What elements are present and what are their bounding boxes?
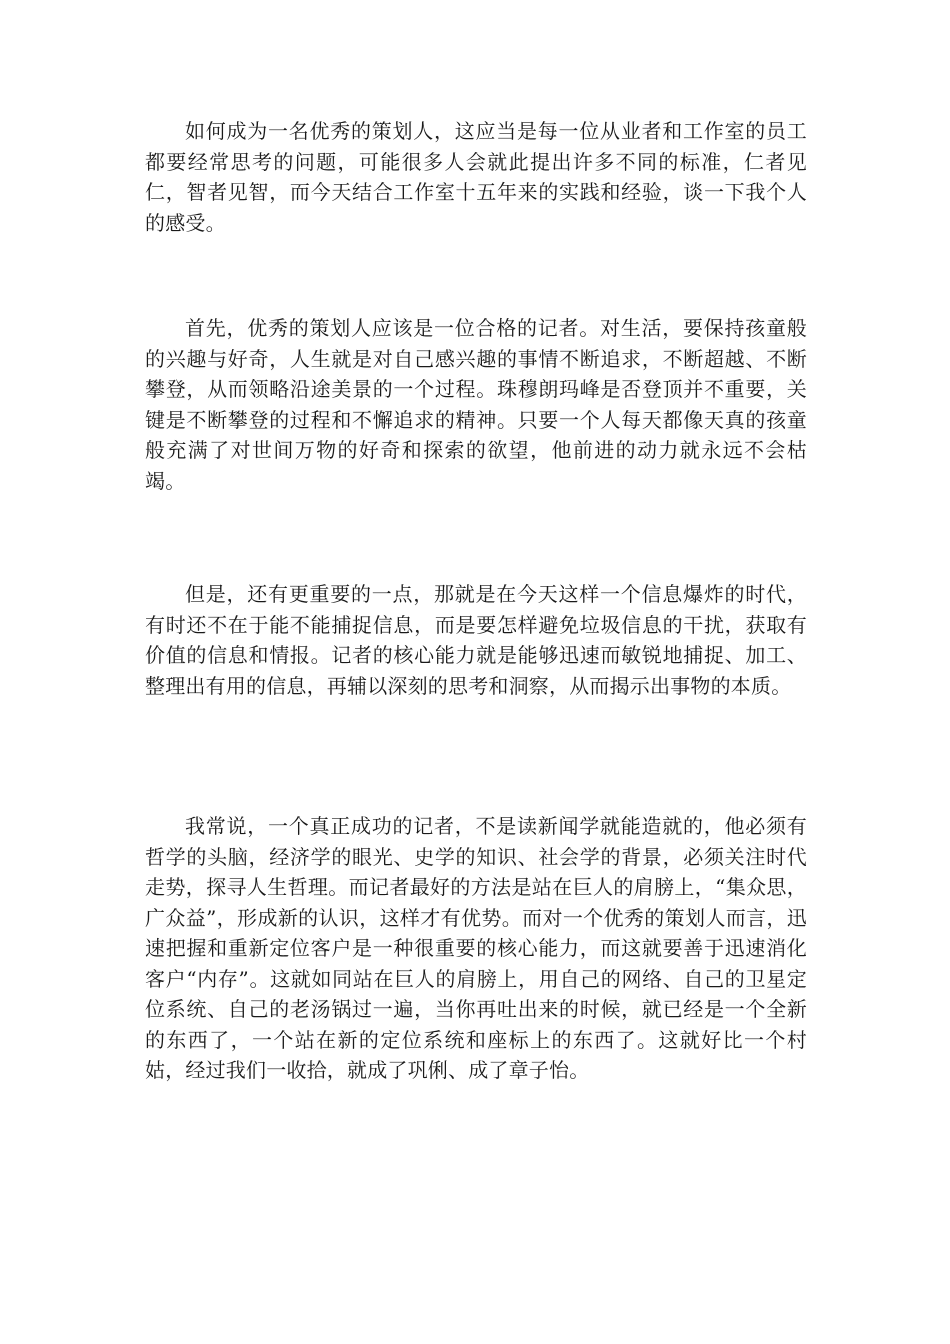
paragraph-standing-on-giants: 我常说，一个真正成功的记者，不是读新闻学就能造就的，他必须有哲学的头脑，经济学的眼光、史学的知识、社会学的背景，必须关注时代走势，探寻人生哲理。而记者最好的方法是站在巨人的肩膀上，“集众思，广众益”，形成新的认识，这样才有优势。而对一个优秀的策划人而言，迅速把握和重新定位客户是一种很重要的核心能力，而这就要善于迅速消化客户“内存”。这就如同站在巨人的肩膀上，用自己的网络、自己的卫星定位系统、自己的老汤锅过一遍，当你再吐出来的时候，就已经是一个全新的东西了，一个站在新的定位系统和座标上的东西了。这就好比一个村姑，经过我们一收拾，就成了巩俐、成了章子怡。 xyxy=(145,814,807,1082)
paragraph-information-filtering: 但是，还有更重要的一点，那就是在今天这样一个信息爆炸的时代，有时还不在于能不能捕捉信息，而是要怎样避免垃圾信息的干扰，获取有价值的信息和情报。记者的核心能力就是能够迅速而敏锐地捕捉、加工、整理出有用的信息，再辅以深刻的思考和洞察，从而揭示出事物的本质。 xyxy=(145,582,807,698)
paragraph-reporter-curiosity: 首先，优秀的策划人应该是一位合格的记者。对生活，要保持孩童般的兴趣与好奇，人生就是对自己感兴趣的事情不断追求，不断超越、不断攀登，从而领略沿途美景的一个过程。珠穆朗玛峰是否登顶并不重要，关键是不断攀登的过程和不懈追求的精神。只要一个人每天都像天真的孩童般充满了对世间万物的好奇和探索的欲望，他前进的动力就永远不会枯竭。 xyxy=(145,316,807,493)
paragraph-intro: 如何成为一名优秀的策划人，这应当是每一位从业者和工作室的员工都要经常思考的问题，可能很多人会就此提出许多不同的标准，仁者见仁，智者见智，而今天结合工作室十五年来的实践和经验，谈一下我个人的感受。 xyxy=(145,119,807,235)
